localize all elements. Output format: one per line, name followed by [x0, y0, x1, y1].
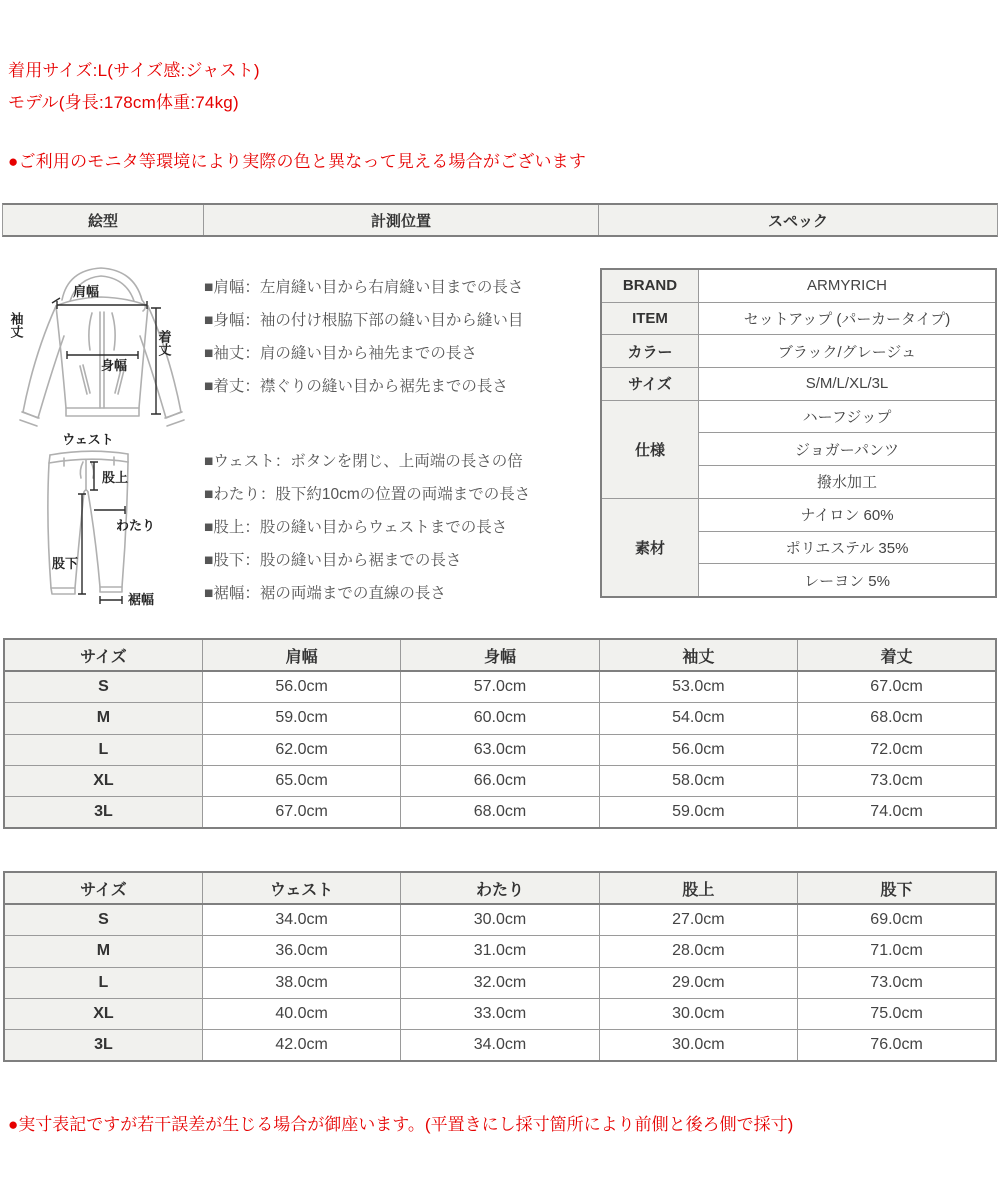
measurement-cell: 68.0cm: [401, 796, 599, 828]
measure-note-line: ■股上：股の縫い目からウェストまでの長さ: [204, 519, 508, 536]
measurement-cell: 38.0cm: [202, 967, 400, 998]
spec-row-feature: [601, 400, 996, 433]
measurement-cell: 73.0cm: [798, 765, 996, 796]
measurement-cell: 27.0cm: [599, 904, 797, 936]
col-header-shoulder: 肩幅: [202, 639, 400, 671]
column-header-spec: スペック: [767, 212, 828, 230]
measurement-cell: 30.0cm: [599, 1029, 797, 1061]
size-table-row: [4, 796, 996, 828]
size-table-row: [4, 904, 996, 936]
measurement-cell: 75.0cm: [798, 998, 996, 1029]
pants-measure-notes: [204, 445, 600, 610]
spec-value-material-1: ナイロン 60%: [699, 498, 997, 531]
size-table-row: [4, 703, 996, 734]
spec-label-material: 素材: [601, 498, 699, 597]
column-header-diagram: 絵型: [3, 205, 204, 235]
measurement-cell: 31.0cm: [401, 936, 599, 967]
measure-note-line: ■肩幅：左肩縫い目から右肩縫い目までの長さ: [204, 279, 524, 296]
spec-label-color: カラー: [601, 335, 699, 368]
jacket-measure-lines: [52, 298, 161, 414]
wear-size-note: 着用サイズ:L(サイズ感:ジャスト): [8, 61, 260, 80]
measurement-cell: 30.0cm: [401, 904, 599, 936]
measurement-cell: 42.0cm: [202, 1029, 400, 1061]
measurement-cell: 34.0cm: [401, 1029, 599, 1061]
spec-label-size: サイズ: [601, 368, 699, 401]
measure-note-line: ■股下：股の縫い目から裾までの長さ: [204, 552, 462, 569]
measurement-cell: 57.0cm: [401, 671, 599, 703]
measurement-cell: 29.0cm: [599, 967, 797, 998]
measure-note-line: ■わたり：股下約10cmの位置の両端までの長さ: [204, 486, 531, 503]
measurement-cell: 59.0cm: [202, 703, 400, 734]
spec-value-feature-2: ジョガーパンツ: [699, 433, 997, 466]
spec-row-color: [601, 335, 996, 368]
measurement-cell: 30.0cm: [599, 998, 797, 1029]
spec-row-item: [601, 302, 996, 335]
column-header-measure-position: 計測位置: [204, 205, 599, 235]
measurement-cell: 66.0cm: [401, 765, 599, 796]
size-label-cell: M: [4, 936, 202, 967]
measurement-cell: 72.0cm: [798, 734, 996, 765]
col-header-inseam: 股下: [798, 872, 996, 904]
jacket-length-label: 着丈: [156, 330, 172, 356]
spec-value-feature-3: 撥水加工: [699, 466, 997, 499]
measurement-cell: 53.0cm: [599, 671, 797, 703]
measurement-cell: 74.0cm: [798, 796, 996, 828]
spec-value-brand: ARMYRICH: [699, 269, 997, 302]
pants-size-table: [3, 871, 997, 1062]
measurement-cell: 76.0cm: [798, 1029, 996, 1061]
measurement-cell: 69.0cm: [798, 904, 996, 936]
size-label-cell: S: [4, 904, 202, 936]
spec-label-feature: 仕様: [601, 400, 699, 498]
size-table-row: [4, 734, 996, 765]
col-header-waist: ウェスト: [202, 872, 400, 904]
measurement-cell: 32.0cm: [401, 967, 599, 998]
col-header-chest: 身幅: [401, 639, 599, 671]
size-label-cell: 3L: [4, 796, 202, 828]
col-header-size: サイズ: [4, 872, 202, 904]
spec-label-brand: BRAND: [601, 269, 699, 302]
measurement-cell: 40.0cm: [202, 998, 400, 1029]
measurement-cell: 71.0cm: [798, 936, 996, 967]
spec-row-size: [601, 368, 996, 401]
measurement-cell: 62.0cm: [202, 734, 400, 765]
spec-value-feature-1: ハーフジップ: [699, 400, 997, 433]
measurement-cell: 34.0cm: [202, 904, 400, 936]
spec-value-size: S/M/L/XL/3L: [699, 368, 997, 401]
spec-value-color: ブラック/グレージュ: [699, 335, 997, 368]
size-table-row: [4, 765, 996, 796]
size-table-row: [4, 1029, 996, 1061]
pants-hem-label: 裾幅: [128, 592, 155, 607]
measure-note-line: ■袖丈：肩の縫い目から袖先までの長さ: [204, 345, 477, 362]
measurement-cell: 73.0cm: [798, 967, 996, 998]
measure-note-line: ■身幅：袖の付け根脇下部の縫い目から縫い目: [204, 312, 524, 329]
jacket-size-table: [3, 638, 997, 829]
measurement-cell: 54.0cm: [599, 703, 797, 734]
pants-diagram: [4, 430, 200, 618]
size-table-row: [4, 936, 996, 967]
measurement-cell: 56.0cm: [599, 734, 797, 765]
section-header-row: [2, 203, 998, 237]
measurement-cell: 58.0cm: [599, 765, 797, 796]
pants-inseam-label: 股下: [52, 556, 79, 571]
measurement-cell: 67.0cm: [798, 671, 996, 703]
measurement-cell: 36.0cm: [202, 936, 400, 967]
measure-note-line: ■裾幅：裾の両端までの直線の長さ: [204, 585, 446, 602]
size-label-cell: XL: [4, 765, 202, 796]
monitor-color-note: ●ご利用のモニタ等環境により実際の色と異なって見える場合がございます: [8, 152, 587, 171]
measurement-cell: 60.0cm: [401, 703, 599, 734]
col-header-thigh: わたり: [401, 872, 599, 904]
measurement-cell: 28.0cm: [599, 936, 797, 967]
measurement-cell: 67.0cm: [202, 796, 400, 828]
measurement-cell: 68.0cm: [798, 703, 996, 734]
col-header-sleeve: 袖丈: [599, 639, 797, 671]
spec-row-brand: [601, 269, 996, 302]
measurement-cell: 59.0cm: [599, 796, 797, 828]
measure-note-line: ■着丈：襟ぐりの縫い目から裾先までの長さ: [204, 378, 508, 395]
measurement-cell: 56.0cm: [202, 671, 400, 703]
spec-value-material-3: レーヨン 5%: [699, 564, 997, 597]
jacket-diagram: [4, 260, 200, 432]
measure-note-line: ■ウェスト：ボタンを閉じ、上両端の長さの倍: [204, 453, 523, 470]
jacket-sleeve-label: 袖丈: [8, 312, 24, 338]
size-label-cell: 3L: [4, 1029, 202, 1061]
pants-thigh-label: わたり: [116, 518, 156, 533]
col-header-length: 着丈: [798, 639, 996, 671]
spec-table: [600, 268, 997, 598]
jacket-shoulder-label: 肩幅: [72, 284, 100, 299]
pants-size-table-header: [4, 872, 996, 904]
col-header-rise: 股上: [599, 872, 797, 904]
size-table-row: [4, 967, 996, 998]
col-header-size: サイズ: [4, 639, 202, 671]
size-label-cell: L: [4, 734, 202, 765]
spec-value-material-2: ポリエステル 35%: [699, 531, 997, 564]
pants-rise-label: 股上: [102, 470, 129, 485]
size-label-cell: M: [4, 703, 202, 734]
size-label-cell: XL: [4, 998, 202, 1029]
jacket-size-table-header: [4, 639, 996, 671]
model-spec-note: モデル(身長:178cm体重:74kg): [8, 93, 239, 112]
size-table-row: [4, 998, 996, 1029]
spec-row-material: [601, 498, 996, 531]
jacket-measure-notes: [204, 271, 600, 403]
spec-label-item: ITEM: [601, 302, 699, 335]
measurement-cell: 33.0cm: [401, 998, 599, 1029]
size-table-row: [4, 671, 996, 703]
measurement-cell: 65.0cm: [202, 765, 400, 796]
jacket-chest-label: 身幅: [100, 358, 128, 373]
size-label-cell: L: [4, 967, 202, 998]
pants-waist-label: ウェスト: [62, 432, 114, 447]
size-label-cell: S: [4, 671, 202, 703]
spec-value-item: セットアップ (パーカータイプ): [699, 302, 997, 335]
measurement-tolerance-note: ●実寸表記ですが若干誤差が生じる場合が御座います。(平置きにし採寸箇所により前側と後ろ側で採寸): [8, 1115, 794, 1134]
measurement-cell: 63.0cm: [401, 734, 599, 765]
